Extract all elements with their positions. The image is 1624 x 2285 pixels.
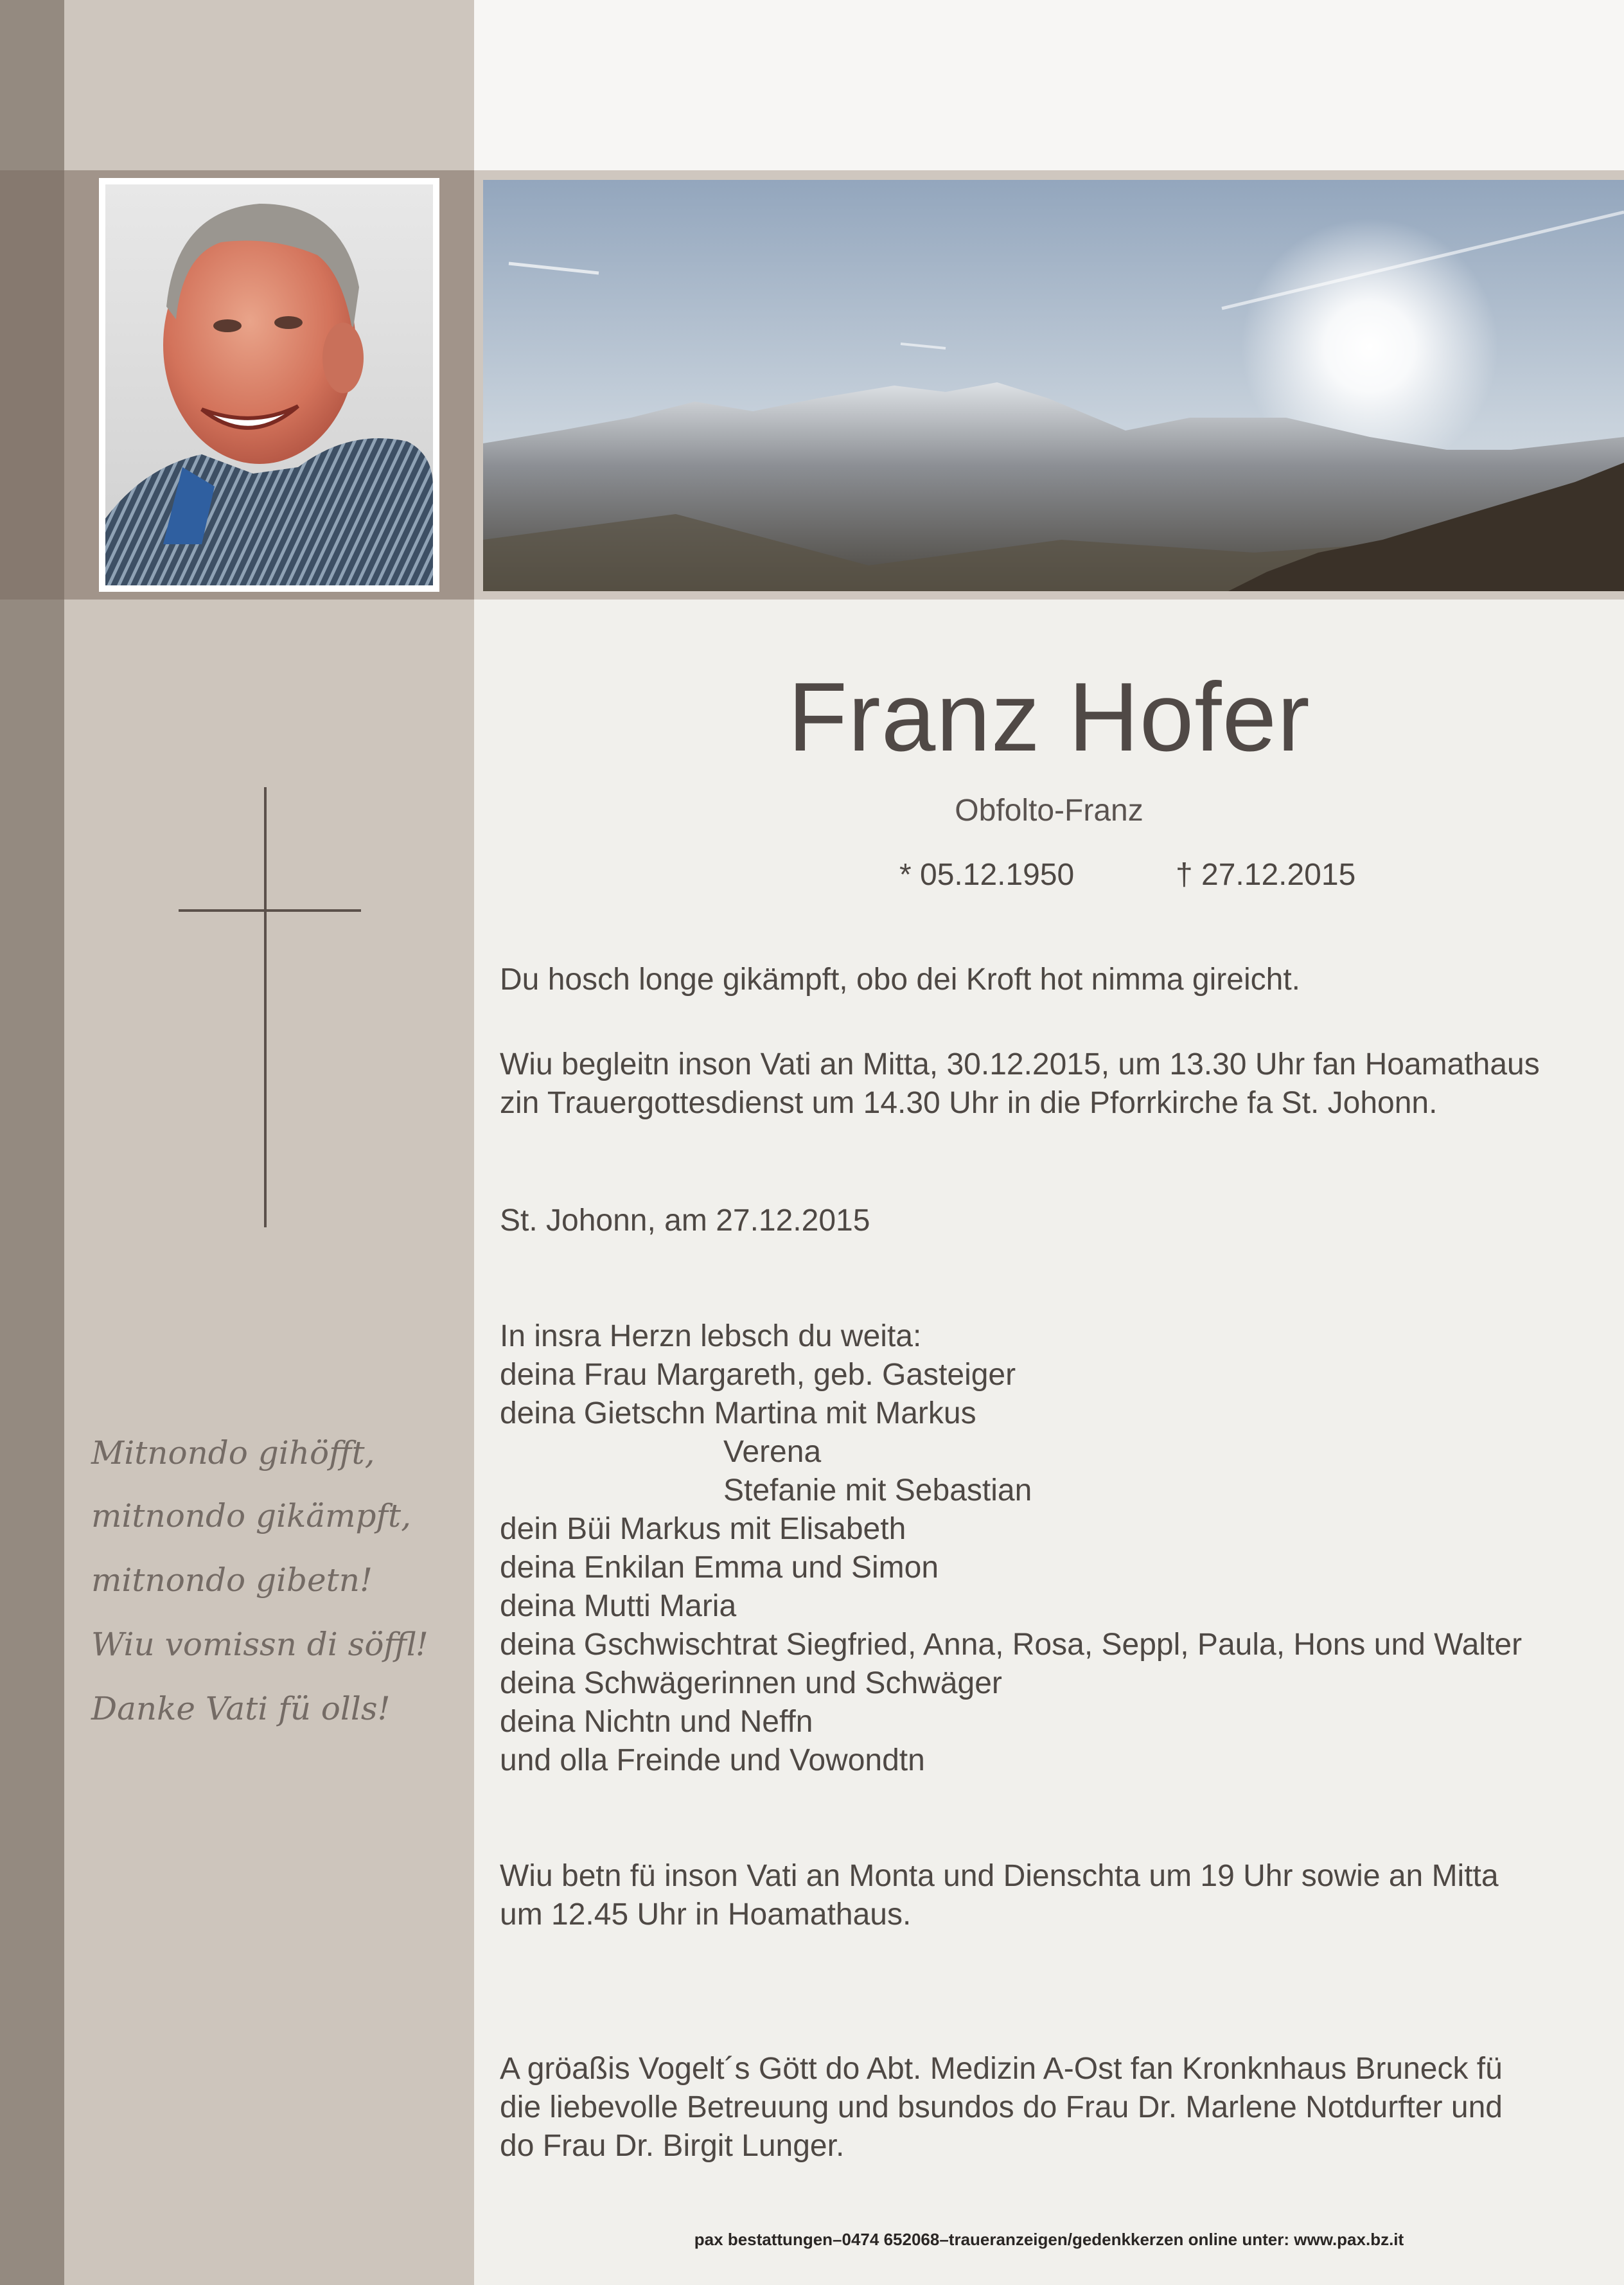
mountain-landscape-photo [483,180,1624,591]
mourner-line: deina Enkilan Emma und Simon [500,1551,939,1585]
thanks-info [500,2050,1567,2165]
birth-date: * 05.12.1950 [899,858,1075,892]
mourners-list [500,1317,1567,1780]
mourner-line: deina Mutti Maria [500,1589,737,1623]
mourner-line: deina Gschwischtrat Siegfried, Anna, Rosa, Seppl, Paula, Hons und Walter [500,1628,1522,1662]
poem-line: mitnondo gibetn! [91,1561,373,1599]
prayer-info [500,1857,1567,1934]
deceased-name: Franz Hofer [788,662,1311,772]
funeral-line: zin Trauergottesdienst um 14.30 Uhr in die Pforrkirche fa St. Johonn. [500,1086,1438,1120]
mourner-line: deina Nichtn und Neffn [500,1705,813,1739]
mourners-intro: In insra Herzn lebsch du weita: [500,1319,922,1353]
prayer-line: Wiu betn fü inson Vati an Monta und Dienschta um 19 Uhr sowie an Mitta [500,1859,1499,1893]
poem-line: Wiu vomissn di söffl! [91,1626,428,1663]
quote: Du hosch longe gikämpft, obo dei Kroft hot nimma gireicht. [500,963,1300,997]
cross-bar [179,909,361,912]
mourner-line: und olla Freinde und Vowondtn [500,1743,925,1777]
funeral-line: Wiu begleitn inson Vati an Mitta, 30.12.2015, um 13.30 Uhr fan Hoamathaus [500,1047,1540,1081]
poem-line: Mitnondo gihöfft, [91,1434,375,1471]
mourner-line: Stefanie mit Sebastian [723,1473,1032,1507]
left-top-panel [64,0,474,170]
mourner-line: deina Gietschn Martina mit Markus [500,1396,976,1430]
poem-line: mitnondo gikämpft, [91,1497,412,1534]
mourner-line: dein Büi Markus mit Elisabeth [500,1512,906,1546]
prayer-line: um 12.45 Uhr in Hoamathaus. [500,1898,912,1932]
portrait-photo [105,184,433,585]
thanks-line: do Frau Dr. Birgit Lunger. [500,2129,845,2163]
deceased-nickname: Obfolto-Franz [955,794,1143,828]
top-band [474,0,1624,170]
thanks-line: die liebevolle Betreuung und bsundos do Frau Dr. Marlene Notdurfter und [500,2090,1503,2124]
funeral-info [500,1045,1567,1123]
thanks-line: A gröaßis Vogelt´s Gött do Abt. Medizin A-Ost fan Kronknhaus Bruneck fü [500,2052,1503,2086]
photo-band-left [0,170,64,600]
place-date: St. Johonn, am 27.12.2015 [500,1204,870,1238]
mourner-line: Verena [723,1435,822,1469]
cross-icon [264,787,267,1227]
poem-line: Danke Vati fü olls! [91,1690,391,1727]
death-date: † 27.12.2015 [1176,858,1356,892]
mourner-line: deina Schwägerinnen und Schwäger [500,1666,1002,1700]
footer: pax bestattungen–0474 652068–traueranzeigen/gedenkkerzen online unter: www.pax.bz.it [694,2230,1404,2249]
mourner-line: deina Frau Margareth, geb. Gasteiger [500,1358,1016,1392]
